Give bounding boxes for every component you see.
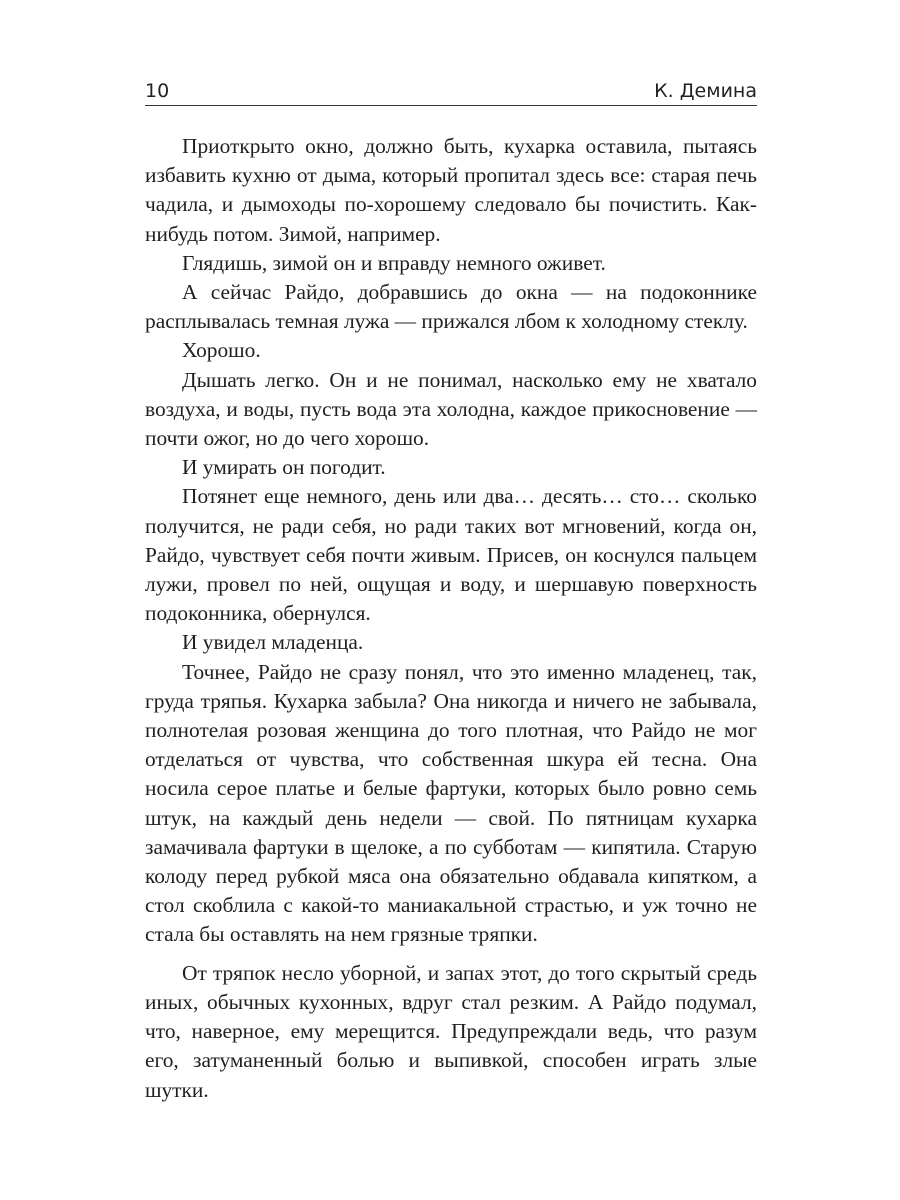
header-rule <box>145 105 757 106</box>
paragraph: И умирать он погодит. <box>182 455 386 480</box>
paragraph: От тряпок несло уборной, и запах этот, до того скрытый средь иных, обычных кухонных, вдруг стал резким. А Райдо подумал, что, наверное, ему мерещится. Предупреждали ведь, что разум его, затуманенный болью и выпивкой, способен играть злые шутки. <box>145 960 757 1102</box>
paragraph: И увидел младенца. <box>182 630 364 655</box>
paragraph: Глядишь, зимой он и вправду немного оживет. <box>182 250 606 275</box>
author-name: К. Демина <box>654 80 757 102</box>
paragraph: Потянет еще немного, день или два… десять… сто… сколько получится, не ради себя, но ради таких вот мгновений, когда он, Райдо, чувствует себя почти живым. Присев, он коснулся пальцем лужи, провел по ней, ощущая и воду, и шершавую поверхность подоконника, обернулся. <box>145 484 757 626</box>
paragraph: А сейчас Райдо, добравшись до окна — на подоконнике расплывалась темная лужа — прижался лбом к холодному стеклу. <box>145 280 757 334</box>
paragraph: Хорошо. <box>182 338 261 363</box>
running-head <box>145 74 757 102</box>
paragraph: Дышать легко. Он и не понимал, насколько ему не хватало воздуха, и воды, пусть вода эта холодна, каждое прикосновение — почти ожог, но до чего хорошо. <box>145 367 757 451</box>
paragraph: Приоткрыто окно, должно быть, кухарка оставила, пытаясь избавить кухню от дыма, который пропитал здесь все: старая печь чадила, и дымоходы по-хорошему следовало бы почистить. Как-нибудь потом. Зимой, например. <box>145 134 757 246</box>
page-number: 10 <box>145 80 170 102</box>
body-text <box>145 132 757 1105</box>
paragraph: Точнее, Райдо не сразу понял, что это именно младенец, так, груда тряпья. Кухарка забыла? Она никогда и ничего не забывала, полнотелая розовая женщина до того плотная, что Райдо не мог отделаться от чувства, что собственная шкура ей тесна. Она носила серое платье и белые фартуки, которых было ровно семь штук, на каждый день недели — свой. По пятницам кухарка замачивала фартуки в щелоке, а по субботам — кипятила. Старую колоду перед рубкой мяса она обязательно обдавала кипятком, а стол скоблила с какой-то маниакальной страстью, и уж точно не стала бы оставлять на нем грязные тряпки. <box>145 659 757 947</box>
